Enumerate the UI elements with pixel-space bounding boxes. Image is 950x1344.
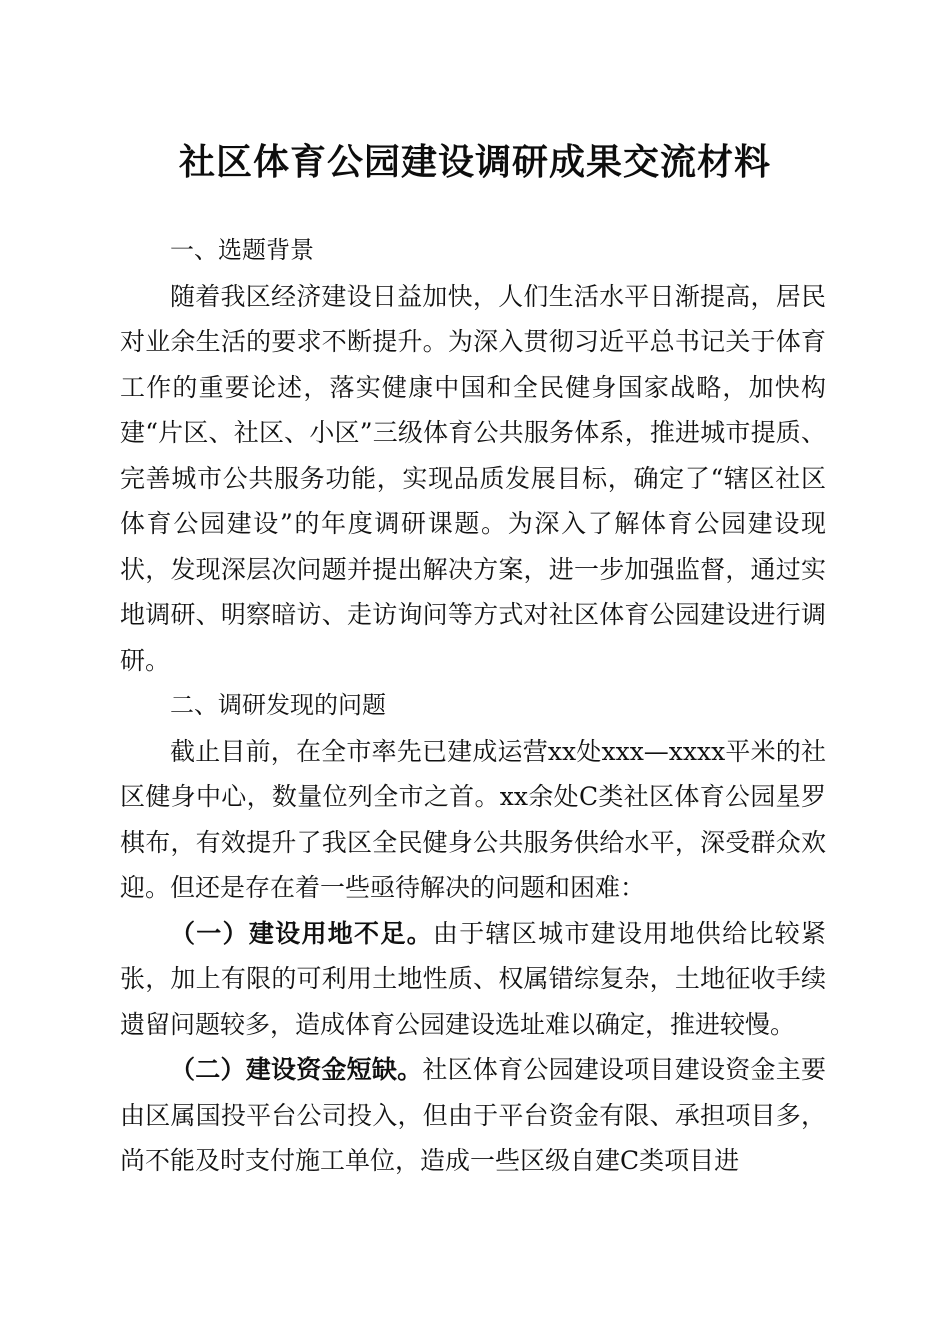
document-title: 社区体育公园建设调研成果交流材料 bbox=[178, 141, 771, 183]
problem-item-funding bbox=[120, 1047, 826, 1184]
document-body bbox=[120, 228, 826, 1184]
problem-item-land-text: 由于辖区城市建设用地供给比较紧张，加上有限的可利用土地性质、权属错综复杂，土地征收手续遗留问题较多，造成体育公园建设选址难以确定，推进较慢。 bbox=[120, 918, 826, 1039]
problem-item-land-lead: （一）建设用地不足。 bbox=[170, 918, 433, 948]
paragraph-problems-intro: 截止目前，在全市率先已建成运营xx处xxx—xxxx平米的社区健身中心，数量位列全市之首。xx余处C类社区体育公园星罗棋布，有效提升了我区全民健身公共服务供给水平，深受群众欢迎。但还是存在着一些亟待解决的问题和困难： bbox=[120, 736, 826, 902]
problem-item-land bbox=[120, 911, 826, 1048]
problem-item-funding-lead: （二）建设资金短缺。 bbox=[170, 1055, 423, 1084]
paragraph-background: 随着我区经济建设日益加快，人们生活水平日渐提高，居民对业余生活的要求不断提升。为深入贯彻习近平总书记关于体育工作的重要论述，落实健康中国和全民健身国家战略，加快构建“片区、社区、小区”三级体育公共服务体系，推进城市提质、完善城市公共服务功能，实现品质发展目标，确定了“辖区社区体育公园建设”的年度调研课题。为深入了解体育公园建设现状，发现深层次问题并提出解决方案，进一步加强监督，通过实地调研、明察暗访、走访询问等方式对社区体育公园建设进行调研。 bbox=[120, 281, 826, 675]
section-heading-background: 一、选题背景 bbox=[170, 236, 314, 264]
section-heading-problems: 二、调研发现的问题 bbox=[170, 691, 386, 719]
problem-item-funding-text: 社区体育公园建设项目建设资金主要由区属国投平台公司投入，但由于平台资金有限、承担项目多，尚不能及时支付施工单位，造成一些区级自建C类项目进 bbox=[120, 1055, 826, 1175]
